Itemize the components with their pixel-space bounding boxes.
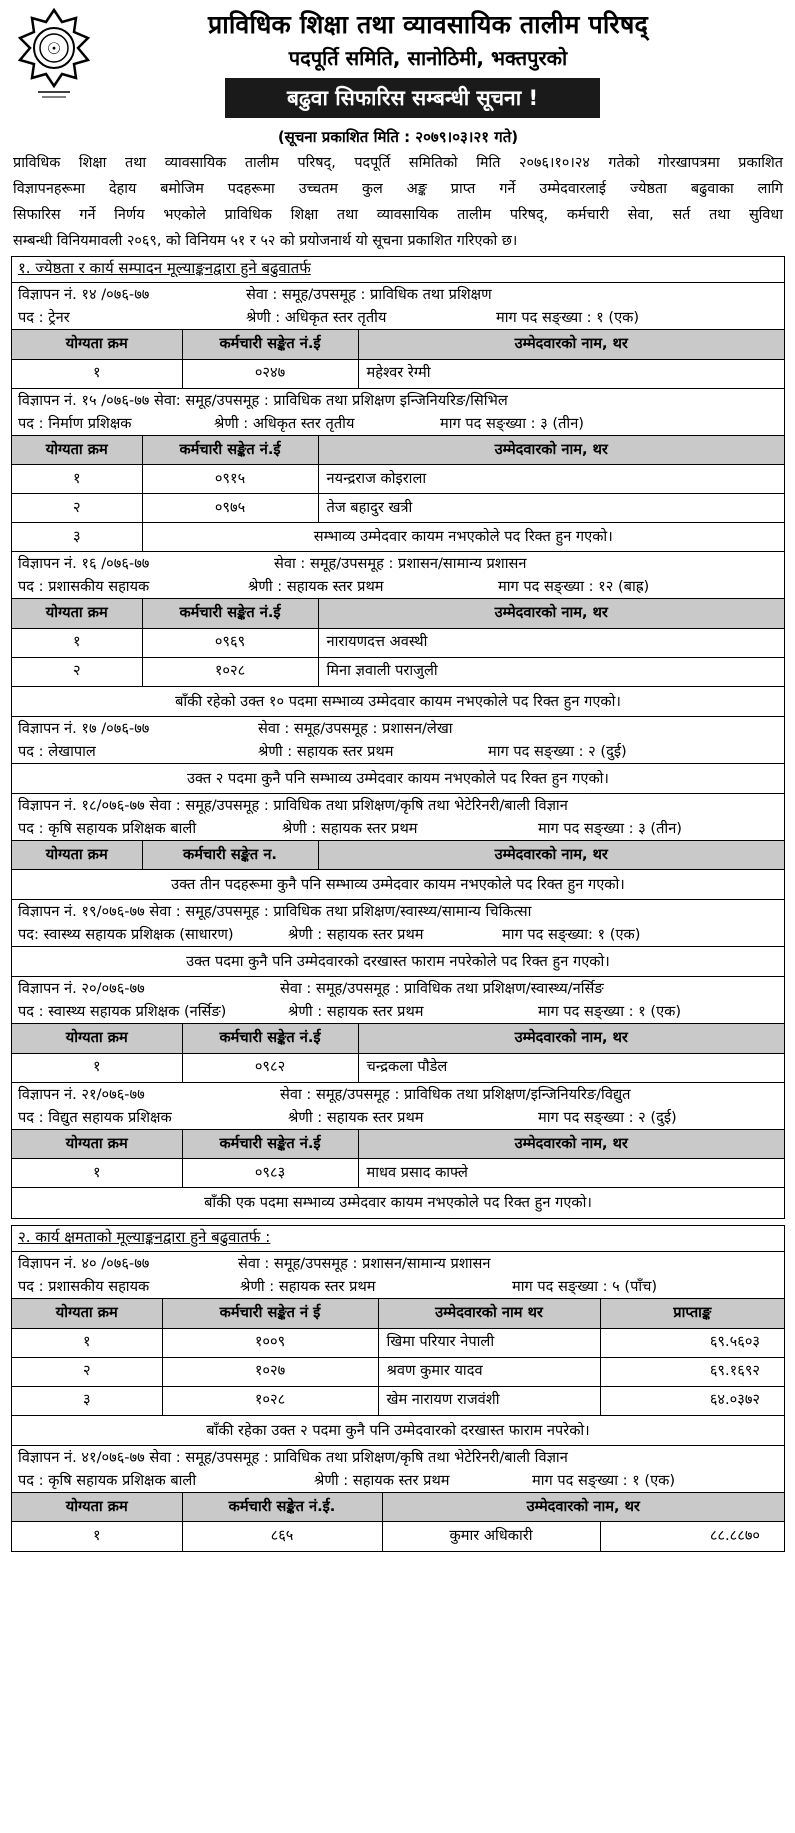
vacancy-note: उक्त तीन पदहरूमा कुनै पनि सम्भाव्य उम्मेदवार कायम नभएकोले पद रिक्त हुन गएको। bbox=[12, 870, 784, 900]
table-row: १ ०९१५ नयन्द्रराज कोइराला bbox=[12, 465, 784, 494]
advertisement-info: विज्ञापन नं. २०/०७६-७७ सेवा : समूह/उपसमूह : प्राविधिक तथा प्रशिक्षण/स्वास्थ्य/नर्सिङ पद : स्वास्थ्य सहायक प्रशिक्षक (नर्सिङ) श्रेणी : सहायक स्तर प्रथम माग पद सङ्ख्या : १ (एक) bbox=[12, 977, 784, 1024]
intro-line: सिफारिस गर्ने निर्णय भएकोले प्राविधिक शिक्षा तथा व्यावसायिक तालीम परिषद्, कर्मचारी सेवा, सर्त तथा सुविधा bbox=[13, 207, 783, 223]
notice-header bbox=[11, 6, 785, 126]
candidate-table: योग्यता क्रम कर्मचारी सङ्केत नं.ई उम्मेदवारको नाम, थर १ ०२४७ महेश्वर रेग्मी bbox=[12, 330, 784, 389]
table-row: ३ सम्भाव्य उम्मेदवार कायम नभएकोले पद रिक्त हुन गएको। bbox=[12, 523, 784, 552]
candidate-table: योग्यता क्रम कर्मचारी सङ्केत नं.ई उम्मेदवारको नाम, थर १ ०९८३ माधव प्रसाद काफ्ले bbox=[12, 1130, 784, 1189]
candidate-table: योग्यता क्रम कर्मचारी सङ्केत नं.ई उम्मेदवारको नाम, थर १ ०९६९ नारायणदत्त अवस्थी २ १०२८ मिना ज्ञवाली पराजुली bbox=[12, 599, 784, 687]
intro-line: विज्ञापनहरूमा देहाय बमोजिम पदहरूमा उच्चतम कुल अङ्क प्राप्त गर्ने उम्मेदवारलाई ज्येष्ठता बढुवाका लागि bbox=[13, 181, 783, 197]
section-title: १. ज्येष्ठता र कार्य सम्पादन मूल्याङ्कनद्वारा हुने बढुवातर्फ bbox=[12, 257, 784, 283]
candidate-table: योग्यता क्रम कर्मचारी सङ्केत न. उम्मेदवारको नाम, थर bbox=[12, 841, 784, 871]
table-row: २ ०९७५ तेज बहादुर खत्री bbox=[12, 494, 784, 523]
table-row: १ ०९८३ माधव प्रसाद काफ्ले bbox=[12, 1159, 784, 1188]
advertisement-info: विज्ञापन नं. १६ /०७६-७७ सेवा : समूह/उपसमूह : प्रशासन/सामान्य प्रशासन पद : प्रशासकीय सहायक श्रेणी : सहायक स्तर प्रथम माग पद सङ्ख्या : १२ (बाह्र) bbox=[12, 552, 784, 599]
section-performance bbox=[11, 1225, 785, 1552]
advertisement-info: विज्ञापन नं. ४० /०७६-७७ सेवा : समूह/उपसमूह : प्रशासन/सामान्य प्रशासन पद : प्रशासकीय सहायक श्रेणी : सहायक स्तर प्रथम माग पद सङ्ख्या : ५ (पाँच) bbox=[12, 1252, 784, 1299]
table-row: १ १००९ खिमा परियार नेपाली ६९.५६०३ bbox=[12, 1328, 784, 1357]
intro-line: प्राविधिक शिक्षा तथा व्यावसायिक तालीम परिषद्, पदपूर्ति समितिको मिति २०७६।१०।२४ गतेको गोरखापत्रमा प्रकाशित bbox=[13, 155, 783, 171]
intro-line: सम्बन्धी विनियमावली २०६९, को विनियम ५१ र ५२ को प्रयोजनार्थ यो सूचना प्रकाशित गरिएको छ। bbox=[13, 233, 518, 249]
candidate-table: योग्यता क्रम कर्मचारी सङ्केत नं.ई उम्मेदवारको नाम, थर १ ०९८२ चन्द्रकला पौडेल bbox=[12, 1024, 784, 1083]
advertisement-info: विज्ञापन नं. १५ /०७६-७७ सेवा: समूह/उपसमूह : प्राविधिक तथा प्रशिक्षण इन्जिनियरिङ/सिभिल पद : निर्माण प्रशिक्षक श्रेणी : अधिकृत स्तर तृतीय माग पद सङ्ख्या : ३ (तीन) bbox=[12, 389, 784, 436]
intro-paragraph bbox=[11, 150, 785, 256]
advertisement-info: विज्ञापन नं. १४ /०७६-७७ सेवा : समूह/उपसमूह : प्राविधिक तथा प्रशिक्षण पद : ट्रेनर श्रेणी : अधिकृत स्तर तृतीय माग पद सङ्ख्या : १ (एक) bbox=[12, 283, 784, 330]
advertisement-info: विज्ञापन नं. १९/०७६-७७ सेवा : समूह/उपसमूह : प्राविधिक तथा प्रशिक्षण/स्वास्थ्य/सामान्य चिकित्सा पद: स्वास्थ्य सहायक प्रशिक्षक (साधारण) श्रेणी : सहायक स्तर प्रथम माग पद सङ्ख्या: १ (एक) bbox=[12, 900, 784, 947]
publication-date: (सूचना प्रकाशित मिति : २०७९।०३।२१ गते) bbox=[277, 128, 519, 146]
vacancy-note: उक्त २ पदमा कुनै पनि सम्भाव्य उम्मेदवार कायम नभएकोले पद रिक्त हुन गएको। bbox=[12, 764, 784, 794]
table-row: १ ०९८२ चन्द्रकला पौडेल bbox=[12, 1053, 784, 1082]
table-row: १ ०९६९ नारायणदत्त अवस्थी bbox=[12, 628, 784, 657]
candidate-table: योग्यता क्रम कर्मचारी सङ्केत नं.ई उम्मेदवारको नाम, थर १ ०९१५ नयन्द्रराज कोइराला २ ०९७५ तेज बहादुर खत्री ३ सम्भाव्य उम्मेदवार कायम नभएकोले पद रिक्त हुन गएको। bbox=[12, 436, 784, 553]
vacancy-note: उक्त पदमा कुनै पनि उम्मेदवारको दरखास्त फाराम नपरेकोले पद रिक्त हुन गएको। bbox=[12, 947, 784, 977]
committee-title: पदपूर्ति समिति, सानोठिमी, भक्तपुरको bbox=[288, 46, 568, 70]
candidate-score-table: योग्यता क्रम कर्मचारी सङ्केत नं.ई. उम्मेदवारको नाम, थर १ ८६५ कुमार अधिकारी ८८.८८७० bbox=[12, 1493, 784, 1551]
table-row: ३ १०२८ खेम नारायण राजवंशी ६४.०३७२ bbox=[12, 1386, 784, 1415]
notice-title: बढुवा सिफारिस सम्बन्धी सूचना ! bbox=[225, 78, 600, 118]
advertisement-info: विज्ञापन नं. १८/०७६-७७ सेवा : समूह/उपसमूह : प्राविधिक तथा प्रशिक्षण/कृषि तथा भेटेरिनरी/बाली विज्ञान पद : कृषि सहायक प्रशिक्षक बाली श्रेणी : सहायक स्तर प्रथम माग पद सङ्ख्या : ३ (तीन) bbox=[12, 794, 784, 841]
table-row: २ १०२७ श्रवण कुमार यादव ६९.१६९२ bbox=[12, 1357, 784, 1386]
table-row: २ १०२८ मिना ज्ञवाली पराजुली bbox=[12, 657, 784, 686]
advertisement-info: विज्ञापन नं. ४१/०७६-७७ सेवा : समूह/उपसमूह : प्राविधिक तथा प्रशिक्षण/कृषि तथा भेटेरिनरी/बाली विज्ञान पद : कृषि सहायक प्रशिक्षक बाली श्रेणी : सहायक स्तर प्रथम माग पद सङ्ख्या : १ (एक) bbox=[12, 1446, 784, 1493]
advertisement-info: विज्ञापन नं. २१/०७६-७७ सेवा : समूह/उपसमूह : प्राविधिक तथा प्रशिक्षण/इन्जिनियरिङ/विद्युत पद : विद्युत सहायक प्रशिक्षक श्रेणी : सहायक स्तर प्रथम माग पद सङ्ख्या : २ (दुई) bbox=[12, 1083, 784, 1130]
advertisement-info: विज्ञापन नं. १७ /०७६-७७ सेवा : समूह/उपसमूह : प्रशासन/लेखा पद : लेखापाल श्रेणी : सहायक स्तर प्रथम माग पद सङ्ख्या : २ (दुई) bbox=[12, 717, 784, 764]
section-seniority bbox=[11, 256, 785, 1219]
section-title: २. कार्य क्षमताको मूल्याङ्कनद्वारा हुने बढुवातर्फ : bbox=[12, 1226, 784, 1252]
vacancy-note: बाँकी एक पदमा सम्भाव्य उम्मेदवार कायम नभएकोले पद रिक्त हुन गएको। bbox=[204, 1194, 592, 1211]
candidate-score-table: योग्यता क्रम कर्मचारी सङ्केत नं ई उम्मेदवारको नाम थर प्राप्ताङ्क १ १००९ खिमा परियार नेपाली ६९.५६०३ २ १०२७ श्रवण कुमार यादव ६९.१६९२ ३ १०२८ खेम नारायण राजवंशी ६४.०३७२ bbox=[12, 1299, 784, 1416]
table-row: १ ८६५ कुमार अधिकारी ८८.८८७० bbox=[12, 1522, 784, 1551]
table-row: १ ०२४७ महेश्वर रेग्मी bbox=[12, 359, 784, 388]
org-title: प्राविधिक शिक्षा तथा व्यावसायिक तालीम परिषद् bbox=[208, 10, 648, 39]
vacancy-note: बाँकी रहेको उक्त १० पदमा सम्भाव्य उम्मेदवार कायम नभएकोले पद रिक्त हुन गएको। bbox=[12, 687, 784, 717]
vacancy-note: बाँकी रहेका उक्त २ पदमा कुनै पनि उम्मेदवारको दरखास्त फाराम नपरेको। bbox=[12, 1416, 784, 1446]
svg-text:☉: ☉ bbox=[46, 39, 62, 58]
